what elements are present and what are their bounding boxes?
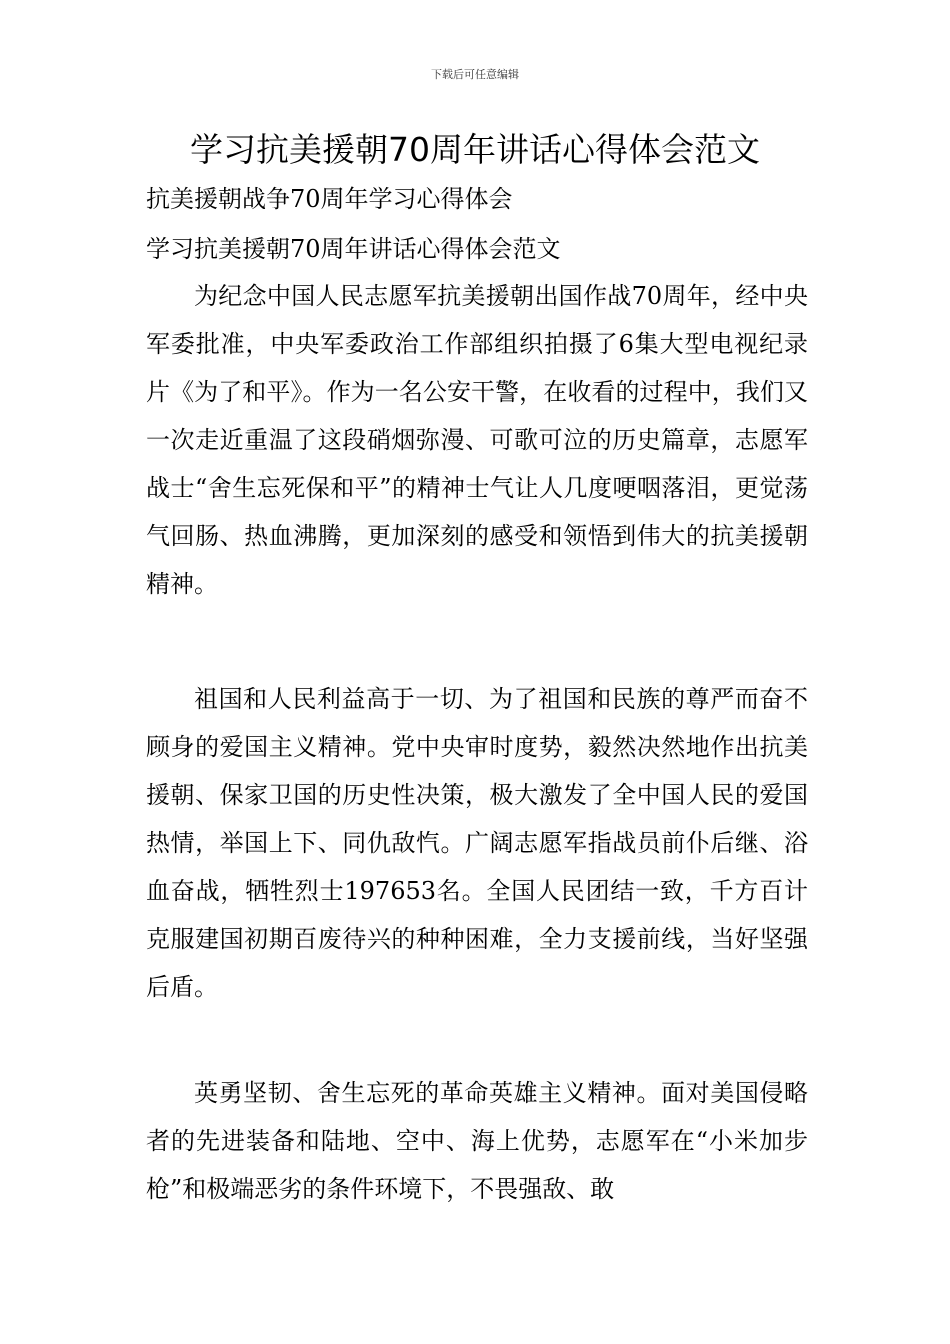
subtitle-1 [146, 175, 808, 223]
subtitle-2 [146, 225, 808, 273]
paragraph-3 [146, 1069, 808, 1213]
paragraph-1 [146, 272, 808, 608]
subtitle-2-text: 学习抗美援朝70周年讲话心得体会范文 [146, 235, 561, 263]
paragraph-text: 英勇坚韧、舍生忘死的革命英雄主义精神。面对美国侵略者的先进装备和陆地、空中、海上优势，志愿军在“小米加步枪”和极端恶劣的条件环境下，不畏强敌、敢 [146, 1079, 808, 1203]
paragraph-text: 为纪念中国人民志愿军抗美援朝出国作战70周年，经中央军委批准，中央军委政治工作部组织拍摄了6集大型电视纪录片《为了和平》。作为一名公安干警，在收看的过程中，我们又一次走近重温了这段硝烟弥漫、可歌可泣的历史篇章，志愿军战士“舍生忘死保和平”的精神士气让人几度哽咽落泪，更觉荡气回肠、热血沸腾，更加深刻的感受和领悟到伟大的抗美援朝精神。 [146, 282, 808, 598]
paragraph-text: 祖国和人民利益高于一切、为了祖国和民族的尊严而奋不顾身的爱国主义精神。党中央审时度势，毅然决然地作出抗美援朝、保家卫国的历史性决策，极大激发了全中国人民的爱国热情，举国上下、同仇敌忾。广阔志愿军指战员前仆后继、浴血奋战，牺牲烈士197653名。全国人民团结一致，千方百计克服建国初期百废待兴的种种困难，全力支援前线，当好坚强后盾。 [146, 685, 808, 1001]
document-title: 学习抗美援朝70周年讲话心得体会范文 [190, 130, 760, 169]
header-note: 下载后可任意编辑 [431, 68, 519, 81]
paragraph-2 [146, 675, 808, 1011]
subtitle-1-text: 抗美援朝战争70周年学习心得体会 [146, 185, 513, 213]
